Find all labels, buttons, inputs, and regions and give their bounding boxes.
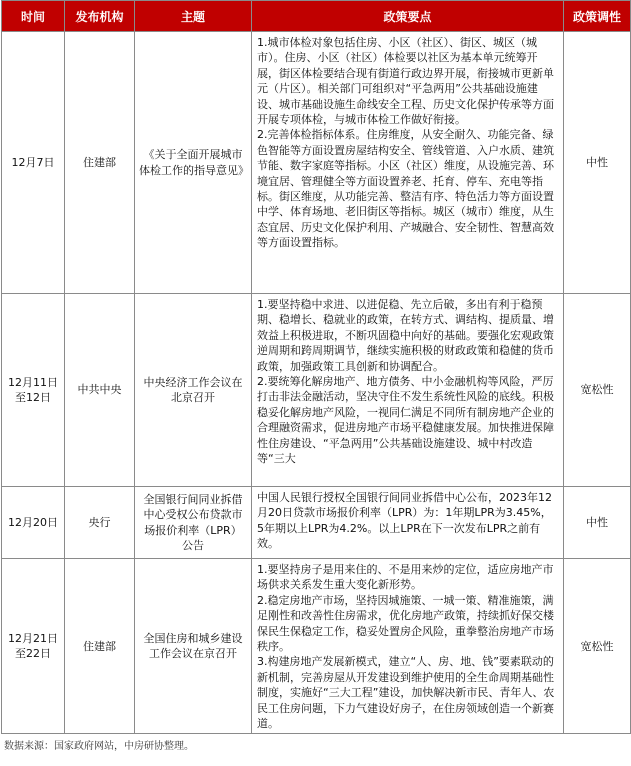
cell-time: 12月7日 — [2, 32, 65, 294]
table-row — [2, 559, 631, 734]
cell-time: 12月11日至12日 — [2, 294, 65, 487]
cell-tone: 宽松性 — [564, 559, 631, 734]
policy-point: 3.构建房地产发展新模式，建立“人、房、地、钱”要素联动的新机制，完善房屋从开发建设到维护使用的全生命周期基础性制度，实施好“三大工程”建设，加快解决新市民、青年人、农民工住房问题，下力气建设好房子，在住房领域创造一个新赛道。 — [257, 655, 555, 731]
table-row — [2, 487, 631, 559]
cell-points — [252, 487, 564, 559]
cell-tone: 中性 — [564, 487, 631, 559]
cell-points — [252, 294, 564, 487]
header-tone: 政策调性 — [564, 1, 631, 32]
cell-tone: 宽松性 — [564, 294, 631, 487]
policy-point: 2.完善体检指标体系。住房维度，从安全耐久、功能完备、绿色智能等方面设置房屋结构安全、管线管道、入户水质、建筑节能、数字家庭等指标。小区（社区）维度，从设施完善、环境宜居、管理健全等方面设置养老、托育、停车、充电等指标。街区维度，从功能完善、整洁有序、特色活力等方面设置中学、体育场地、老旧街区等指标。城区（城市）维度，从生态宜居、历史文化保护利用、产城融合、安全韧性、智慧高效等方面设置指标。 — [257, 128, 554, 250]
policy-point: 2.要统筹化解房地产、地方债务、中小金融机构等风险，严厉打击非法金融活动，坚决守住不发生系统性风险的底线。积极稳妥化解房地产风险，一视同仁满足不同所有制房地产企业的合理融资需求，促进房地产市场平稳健康发展。加快推进保障性住房建设、“平急两用”公共基础设施建设、城中村改造等“三大 — [257, 375, 554, 466]
header-org: 发布机构 — [65, 1, 135, 32]
cell-org: 住建部 — [65, 559, 135, 734]
policy-point: 1.要坚持稳中求进、以进促稳、先立后破，多出有利于稳预期、稳增长、稳就业的政策，在转方式、调结构、提质量、增效益上积极进取，不断巩固稳中向好的基础。要强化宏观政策逆周期和跨周期调节，继续实施积极的财政政策和稳健的货币政策，加强政策工具创新和协调配合。 — [257, 298, 554, 373]
cell-topic: 全国银行间同业拆借中心受权公布贷款市场报价利率（LPR）公告 — [135, 487, 252, 559]
header-time: 时间 — [2, 1, 65, 32]
header-row — [2, 1, 631, 32]
table-row — [2, 294, 631, 487]
cell-topic: 《关于全面开展城市体检工作的指导意见》 — [135, 32, 252, 294]
cell-tone: 中性 — [564, 32, 631, 294]
cell-time: 12月20日 — [2, 487, 65, 559]
policy-point: 1.要坚持房子是用来住的、不是用来炒的定位，适应房地产市场供求关系发生重大变化新形势。 — [257, 563, 554, 592]
cell-topic: 全国住房和城乡建设工作会议在京召开 — [135, 559, 252, 734]
cell-points — [252, 32, 564, 294]
header-points: 政策要点 — [252, 1, 564, 32]
cell-org: 住建部 — [65, 32, 135, 294]
cell-time: 12月21日至22日 — [2, 559, 65, 734]
cell-topic: 中央经济工作会议在北京召开 — [135, 294, 252, 487]
policy-point: 1.城市体检对象包括住房、小区（社区）、街区、城区（城市）。住房、小区（社区）体检要以社区为基本单元统筹开展，街区体检要结合现有街道行政边界开展，衔接城市更新单元（片区）。相关部门可组织对“平急两用”公共基础设施建设、城市基础设施生命线安全工程、历史文化保护传承等方面开展专项体检，与城市体检工作做好衔接。 — [257, 36, 554, 127]
header-topic: 主题 — [135, 1, 252, 32]
cell-org: 中共中央 — [65, 294, 135, 487]
policy-table — [1, 0, 631, 734]
table-row — [2, 32, 631, 294]
policy-point: 2.稳定房地产市场，坚持因城施策、一城一策、精准施策，满足刚性和改善性住房需求，优化房地产政策，持续抓好保交楼保民生保稳定工作，稳妥处置房企风险，重拳整治房地产市场秩序。 — [257, 593, 554, 654]
cell-org: 央行 — [65, 487, 135, 559]
cell-points — [252, 559, 564, 734]
source-note: 数据来源：国家政府网站，中房研协整理。 — [4, 741, 194, 753]
policy-point: 中国人民银行授权全国银行间同业拆借中心公布，2023年12月20日贷款市场报价利率（LPR）为：1年期LPR为3.45%，5年期以上LPR为4.2%。以上LPR在下一次发布LPR之前有效。 — [257, 491, 552, 551]
